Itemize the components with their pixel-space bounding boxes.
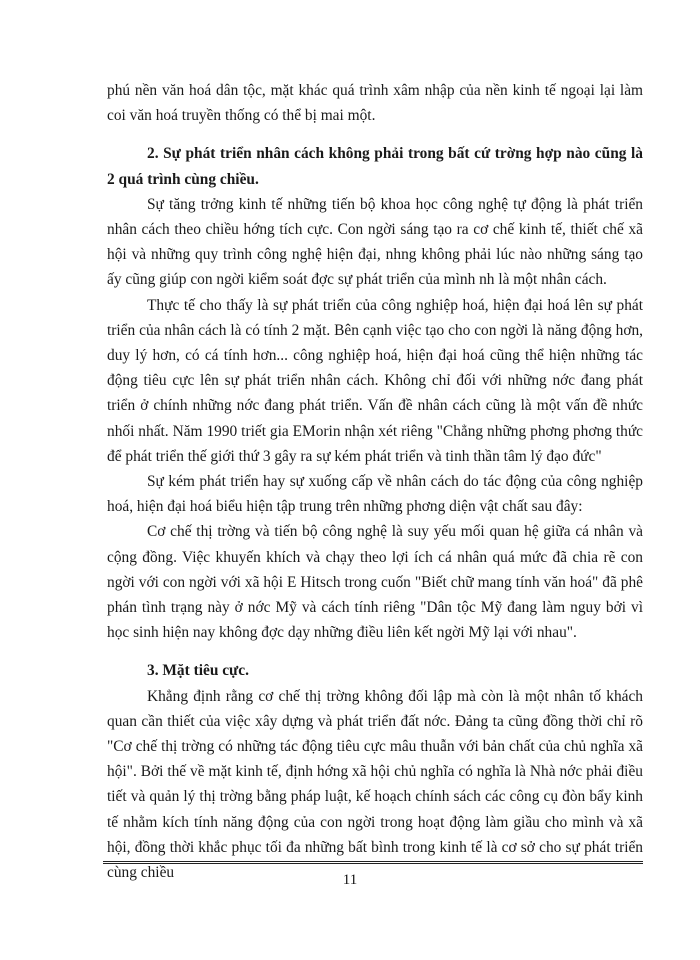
page-number: 11 bbox=[342, 872, 358, 888]
section-2-paragraph-1: Sự tăng trởng kinh tế những tiến bộ khoa học công nghệ tự động là phát triển nhân cách theo chiều hớng tích cực. Con ngời sáng tạo ra cơ chế kinh tế, thiết chế xã hội và những quy trình công nghệ hiện đại, nhng không phải lúc nào những sáng tạo ấy cũng giúp con ngời kiểm soát đợc sự phát triển của mình nh là một nhân cách. bbox=[107, 195, 643, 289]
section-2-paragraph-4: Cơ chế thị trờng và tiến bộ công nghệ là suy yếu mối quan hệ giữa cá nhân và cộng đồng. Việc khuyến khích và chạy theo lợi ích cá nhân quá mức đã chia rẽ con ngời với con ngời với xã hội E Hitsch trong cuốn "Biết chữ mang tính văn hoá" đã phê phán tình trạng này ở nớc Mỹ và cách tính riêng "Dân tộc Mỹ đang làm nguy bởi vì học sinh hiện nay không đợc dạy những điều liên kết ngời Mỹ lại với nhau". bbox=[107, 523, 643, 642]
footer-divider bbox=[103, 861, 643, 864]
section-3-heading: 3. Mặt tiêu cực. bbox=[147, 662, 249, 680]
body-text bbox=[107, 78, 643, 885]
section-3-paragraph-1: Khẳng định rằng cơ chế thị trờng không đối lập mà còn là một nhân tố khách quan cần thiết của việc xây dựng và phát triển đất nớc. Đảng ta cũng đồng thời chỉ rõ "Cơ chế thị trờng có những tác động tiêu cực mâu thuẫn với bản chất của chủ nghĩa xã hội". Bởi thế về mặt kinh tế, định hớng xã hội chủ nghĩa có nghĩa là Nhà nớc phải điều tiết và quản lý thị trờng bằng pháp luật, kế hoạch chính sách các công cụ đòn bẩy kinh tế nhằm kích tính năng động của con ngời trong hoạt động làm giầu cho mình và xã hội, đồng thời khắc phục tối đa những bất bình trong kinh tế là cơ sở cho sự phát triển cùng chiều bbox=[107, 687, 643, 882]
intro-paragraph: phú nền văn hoá dân tộc, mặt khác quá trình xâm nhập của nền kinh tế ngoại lại làm coi văn hoá truyền thống có thể bị mai một. bbox=[107, 82, 643, 125]
section-2-heading: 2. Sự phát triển nhân cách không phải trong bất cứ trờng hợp nào cũng là 2 quá trình cùng chiều. bbox=[107, 145, 643, 188]
section-2-paragraph-3: Sự kém phát triển hay sự xuống cấp về nhân cách do tác động của công nghiệp hoá, hiện đại hoá biểu hiện tập trung trên những phơng diện vật chất sau đây: bbox=[107, 473, 643, 516]
section-2-paragraph-2: Thực tế cho thấy là sự phát triển của công nghiệp hoá, hiện đại hoá lên sự phát triển của nhân cách là có tính 2 mặt. Bên cạnh việc tạo cho con ngời là năng động hơn, duy lý hơn, có cá tính hơn... công nghiệp hoá, hiện đại hoá cũng thể hiện những tác động tiêu cực lên sự phát triển nhân cách. Không chỉ đối với những nớc đang phát triển ở chính những nớc đang phát triển. Vấn đề nhân cách cũng là một vấn đề nhức nhối nhất. Năm 1990 triết gia EMorin nhận xét riêng "Chẳng những phơng phơng thức để phát triển thế giới thứ 3 gây ra sự kém phát triển và tinh thần tâm lý đạo đức" bbox=[107, 296, 643, 465]
